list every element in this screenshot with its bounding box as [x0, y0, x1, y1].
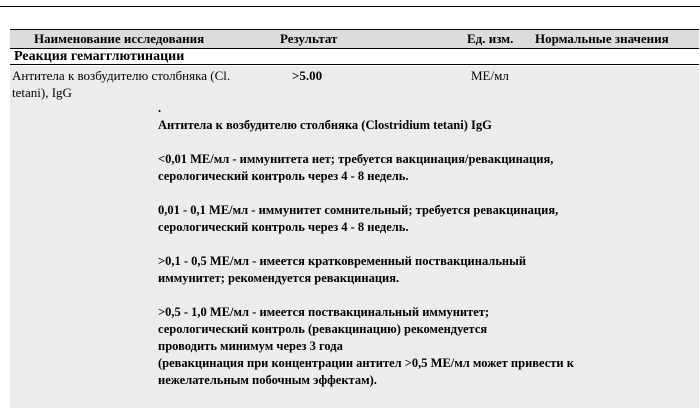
comment-dot: .	[158, 101, 162, 115]
header-normal-values: Нормальные значения	[535, 31, 669, 46]
header-unit: Ед. изм.	[467, 31, 514, 46]
section-title: Реакция гемагглютинации	[10, 48, 699, 65]
comment-line: >0,5 - 1,0 МЕ/мл - имеется поствакцинальный иммунитет;	[158, 305, 490, 319]
test-unit: МЕ/мл	[471, 68, 509, 83]
result-comment	[158, 100, 688, 389]
header-result: Результат	[280, 31, 338, 46]
comment-line: 0,01 - 0,1 МЕ/мл - иммунитет сомнительный; требуется ревакцинация,	[158, 203, 559, 217]
comment-line: нежелательным побочным эффектам).	[158, 373, 377, 387]
top-divider	[0, 6, 700, 7]
comment-line: >0,1 - 0,5 МЕ/мл - имеется кратковременный поствакцинальный	[158, 254, 527, 268]
comment-line: серологический контроль (ревакцинацию) рекомендуется	[158, 322, 488, 336]
test-name: Антитела к возбудителю столбняка (Cl. tetani), IgG	[12, 68, 231, 100]
comment-line: (ревакцинация при концентрации антител >0,5 МЕ/мл может привести к	[158, 356, 574, 370]
comment-line: серологический контроль через 4 - 8 недель.	[158, 169, 409, 183]
comment-line: серологический контроль через 4 - 8 недель.	[158, 220, 409, 234]
comment-line: иммунитет; рекомендуется ревакцинация.	[158, 271, 400, 285]
test-result: >5.00	[292, 68, 323, 83]
comment-line: <0,01 МЕ/мл - иммунитета нет; требуется вакцинация/ревакцинация,	[158, 152, 554, 166]
comment-line: проводить минимум через 3 года	[158, 339, 343, 353]
table-header	[10, 29, 699, 49]
header-test-name: Наименование исследования	[34, 31, 205, 46]
comment-title: Антитела к возбудителю столбняка (Clostridium tetani) IgG	[158, 118, 492, 132]
